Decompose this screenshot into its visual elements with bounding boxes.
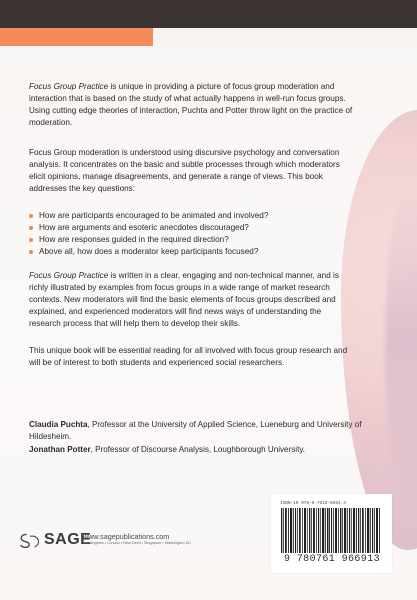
bullet-icon: [29, 238, 33, 242]
top-orange-band: [0, 28, 153, 46]
publisher-logo: [18, 531, 92, 549]
question-text: Above all, how does a moderator keep participants focused?: [39, 247, 259, 256]
publisher-url[interactable]: www.sagepublications.com: [83, 532, 170, 541]
question-text: How are participants encouraged to be animated and involved?: [39, 211, 269, 220]
barcode-box: [271, 494, 392, 573]
top-dark-band: [0, 0, 417, 28]
author-line-1: [29, 419, 379, 443]
key-questions-list: [29, 210, 359, 258]
audience-paragraph: This unique book will be essential reading for all involved with focus group research and will be of interest to both students and experienced social researchers.: [29, 346, 348, 367]
top-light-band: [153, 28, 417, 46]
intro-paragraph-text: is unique in providing a picture of focus group moderation and interaction that is based on the study of what actually happens in well-run focus groups. Using cutting edge theories of interaction, Puchta and Potter throw light on the practice of moderation.: [29, 82, 353, 127]
bullet-icon: [29, 226, 33, 230]
author-credits: [29, 419, 379, 456]
author-name-1: Claudia Puchta: [29, 420, 88, 429]
writing-style-paragraph-text: is written in a clear, engaging and non-technical manner, and is richly illustrated by examples from focus groups in a wide range of market research contexts. New moderators will find the basic elements of focus groups described and explained, and experienced moderators will find news ways of understanding the research process that will help them to develop their skills.: [29, 271, 339, 328]
author-affiliation-1: , Professor at the University of Applied Science, Lueneburg and University of Hildesheim.: [29, 420, 362, 441]
question-text: How are responses guided in the required direction?: [39, 235, 229, 244]
sage-logo-icon: [18, 531, 44, 549]
intro-paragraph: [29, 81, 353, 129]
question-item: [29, 222, 359, 234]
bullet-icon: [29, 250, 33, 254]
publisher-info: [83, 532, 243, 546]
barcode-icon: [279, 508, 383, 553]
publisher-cities: Los Angeles • London • New Delhi • Singapore • Washington DC: [83, 541, 192, 545]
book-title-italic-2: Focus Group Practice: [29, 271, 109, 280]
question-item: [29, 210, 359, 222]
bullet-icon: [29, 214, 33, 218]
question-item: [29, 246, 359, 258]
writing-style-paragraph: [29, 270, 353, 330]
book-title-italic-1: Focus Group Practice: [29, 82, 109, 91]
author-line-2: [29, 444, 379, 456]
moderation-paragraph: Focus Group moderation is understood using discursive psychology and conversation analysis. It concentrates on the basic and subtle processes through which moderators elicit opinions, manage disagreements, and generate a range of views. This book addresses the key questions:: [29, 148, 340, 193]
author-name-2: Jonathan Potter: [29, 445, 91, 454]
author-affiliation-2: , Professor of Discourse Analysis, Loughborough University.: [90, 445, 306, 454]
question-text: How are arguments and esoteric anecdotes discouraged?: [39, 223, 249, 232]
question-item: [29, 234, 359, 246]
isbn-number: 9 780761 966913: [283, 554, 380, 565]
publisher-logo-text: SAGE: [44, 531, 92, 548]
isbn-top-text: ISBN-10 978-0-7619-6691-3: [280, 501, 346, 506]
